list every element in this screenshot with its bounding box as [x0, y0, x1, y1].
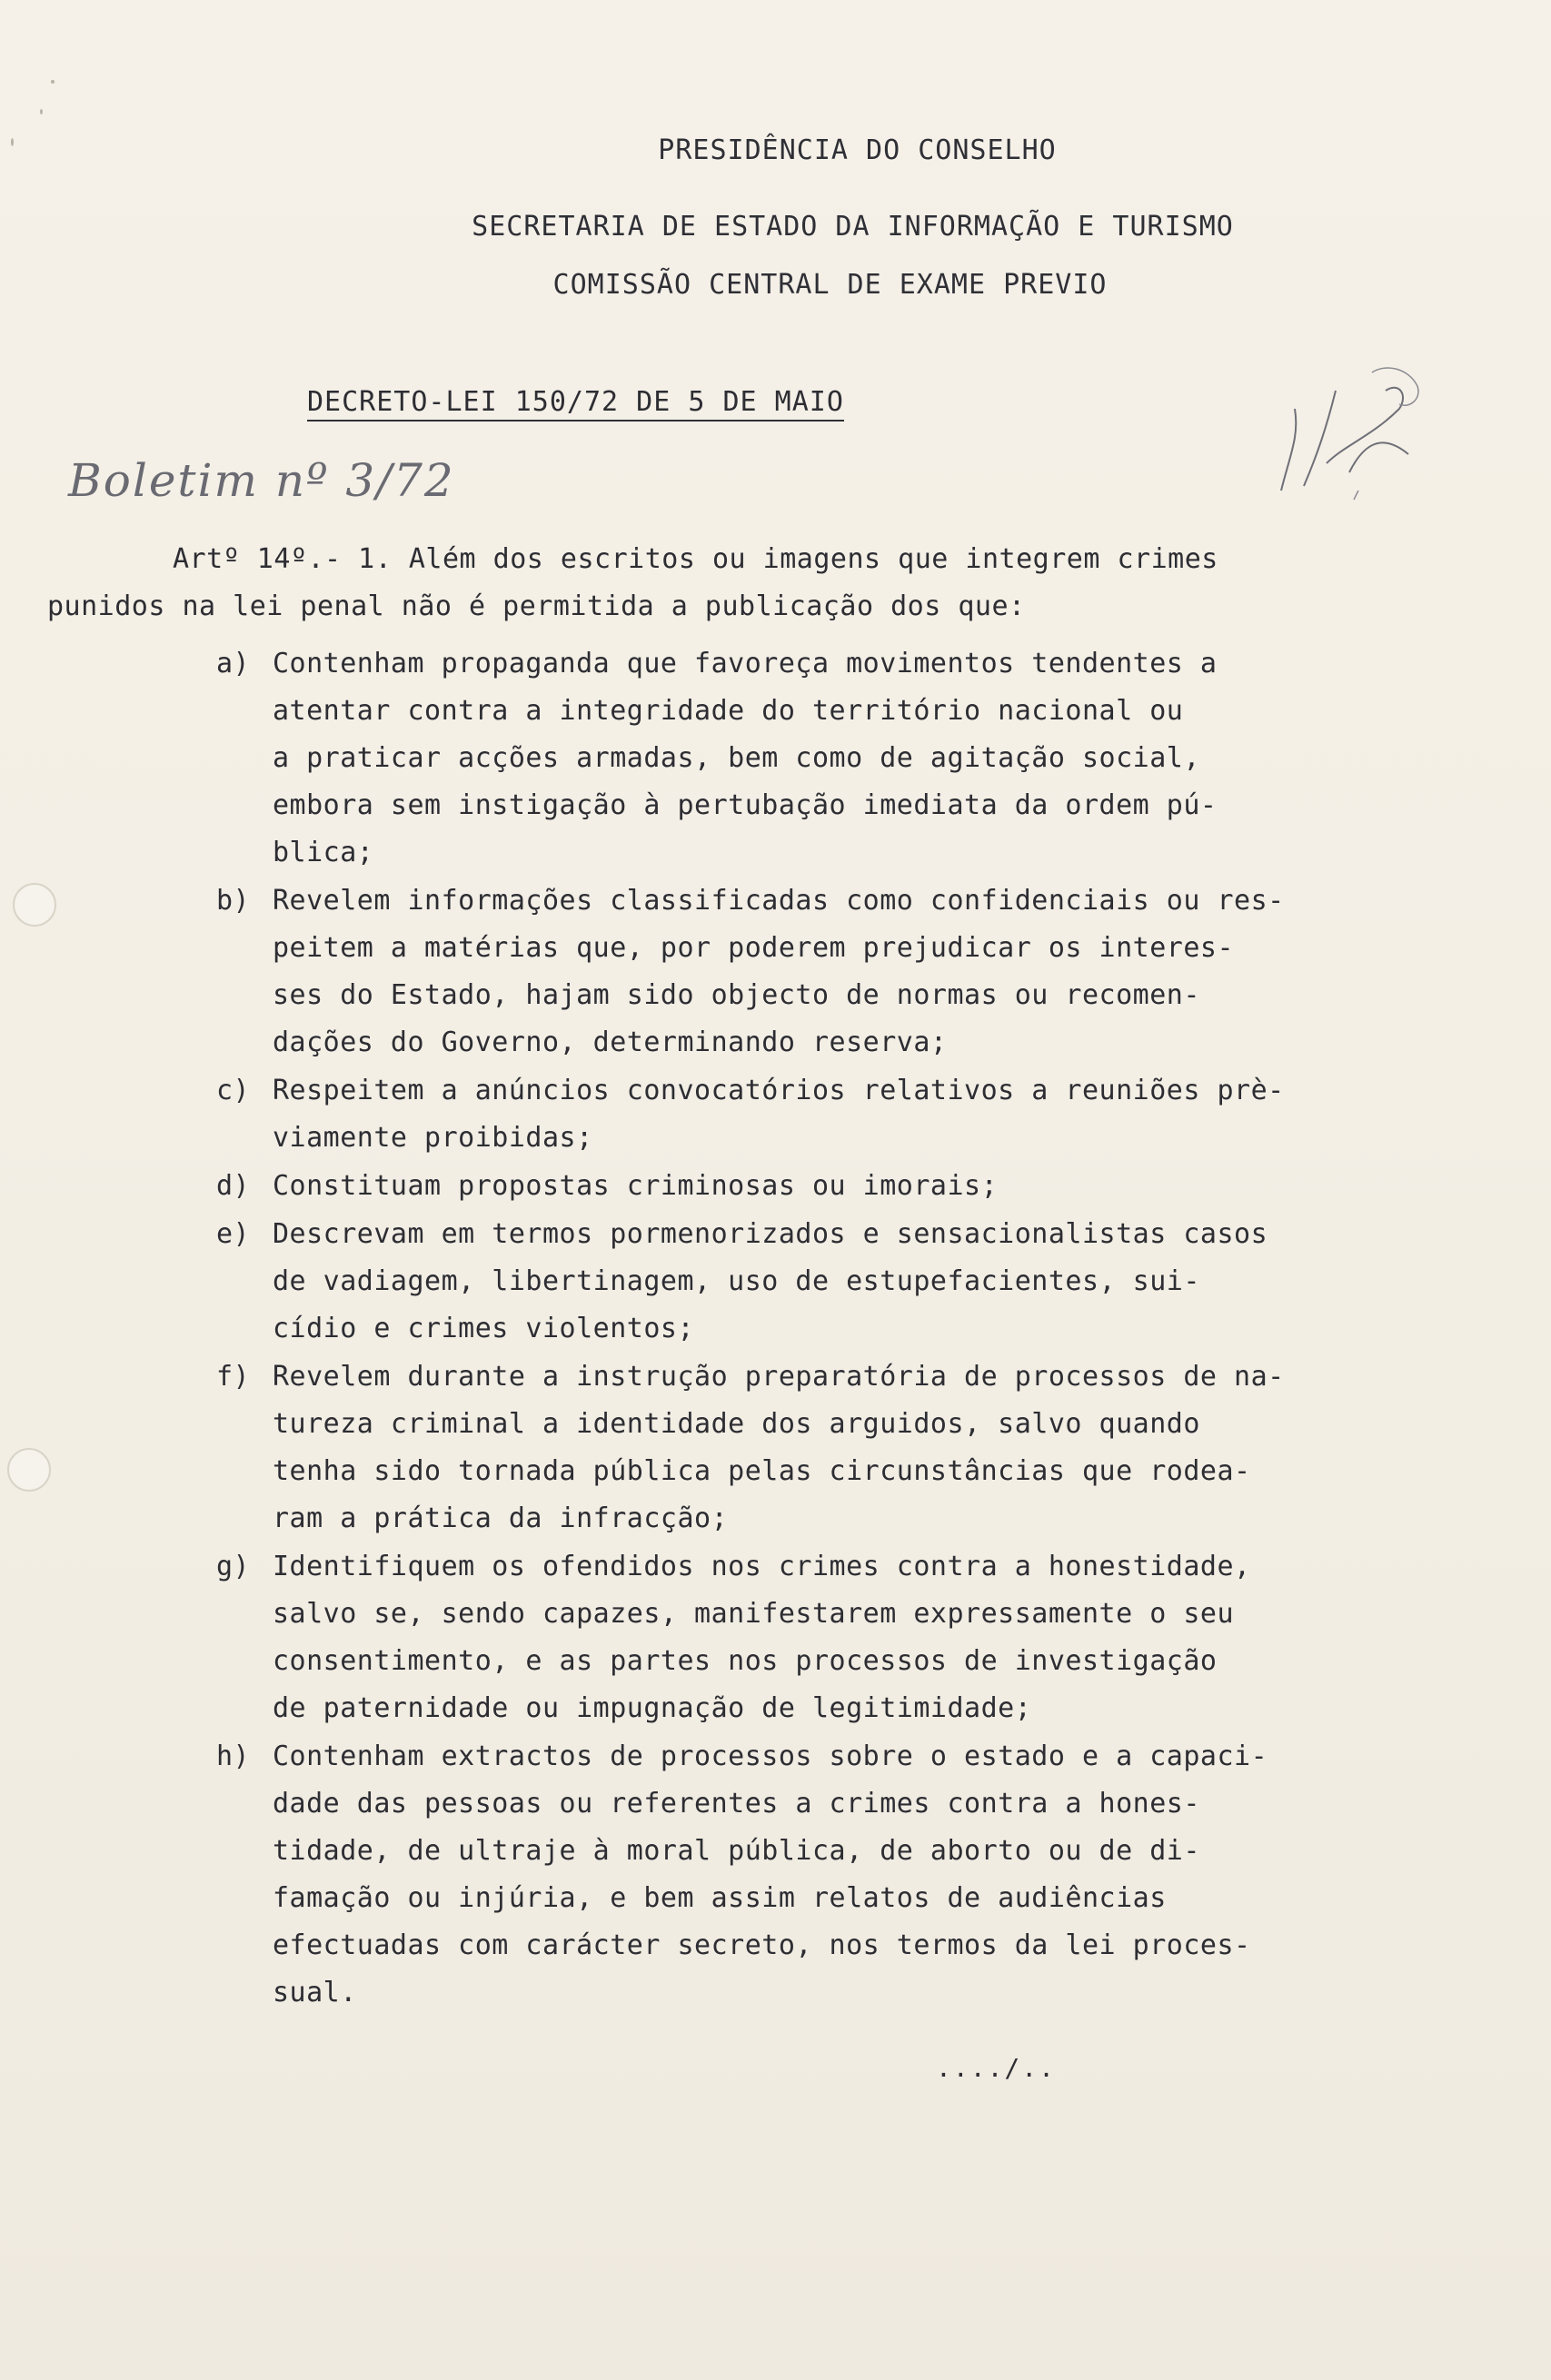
item-text: Contenham extractos de processos sobre o estado e a capaci- dade das pessoas ou referentes a crimes contra a hones- tidade, de ultraje à moral pública, de aborto ou de di- famação ou injúria, e bem assim relatos de audiências efectuadas com carácter secreto, nos termos da lei proces- sual.: [273, 1740, 1268, 2008]
item-label: b): [216, 885, 251, 917]
header-line-2: SECRETARIA DE ESTADO DA INFORMAÇÃO E TURISMO: [472, 211, 1234, 243]
list-item: [216, 1067, 1425, 1162]
item-text: Revelem informações classificadas como confidenciais ou res- peitem a matérias que, por poderem prejudicar os interes- ses do Estado, hajam sido objecto de normas ou recomen- dações do Governo, determinando reserva;: [273, 885, 1285, 1058]
punch-hole: [13, 883, 56, 927]
list-item: [216, 1733, 1425, 2017]
item-label: h): [216, 1740, 251, 1772]
list-item: [216, 1211, 1425, 1353]
item-text: Respeitem a anúncios convocatórios relativos a reuniões prè- viamente proibidas;: [273, 1075, 1285, 1154]
item-label: f): [216, 1361, 251, 1393]
list-item: [216, 878, 1425, 1066]
article-intro-line: Artº 14º.- 1. Além dos escritos ou imagens que integrem crimes: [173, 543, 1218, 575]
article-items-list: [216, 640, 1425, 2018]
paper-speck: [51, 80, 55, 84]
header-line-3: COMISSÃO CENTRAL DE EXAME PREVIO: [552, 269, 1108, 301]
list-item: [216, 640, 1425, 877]
item-label: g): [216, 1551, 251, 1582]
handwritten-note: Boletim nº 3/72: [68, 454, 455, 507]
item-label: e): [216, 1218, 251, 1250]
item-text: Identifiquem os ofendidos nos crimes contra a honestidade, salvo se, sendo capazes, manifestarem expressamente o seu consentimento, e as partes nos processos de investigação de paternidade ou impugnação de legitimidade;: [273, 1551, 1251, 1724]
header-line-1: PRESIDÊNCIA DO CONSELHO: [658, 134, 1057, 166]
item-text: Descrevam em termos pormenorizados e sensacionalistas casos de vadiagem, libertinagem, uso de estupefacientes, sui- cídio e crimes violentos;: [273, 1218, 1268, 1344]
article-intro-continuation: punidos na lei penal não é permitida a publicação dos que:: [47, 590, 1026, 622]
continuation-mark: ..../..: [936, 2053, 1057, 2083]
handwritten-initials-mark: [1263, 354, 1445, 509]
item-label: c): [216, 1075, 251, 1106]
item-text: Revelem durante a instrução preparatória de processos de na- tureza criminal a identidade dos arguidos, salvo quando tenha sido tornada pública pelas circunstâncias que rodea- ram a prática da infracção;: [273, 1361, 1285, 1534]
list-item: [216, 1543, 1425, 1732]
list-item: [216, 1354, 1425, 1542]
paper-speck: [11, 138, 14, 146]
punch-hole: [7, 1448, 51, 1492]
item-text: Contenham propaganda que favoreça movimentos tendentes a atentar contra a integridade do território nacional ou a praticar acções armadas, bem como de agitação social, embora sem instigação à pertubação imediata da ordem pú- blica;: [273, 648, 1218, 868]
article-14-intro: [47, 536, 1363, 630]
item-label: d): [216, 1170, 251, 1202]
item-text: Constituam propostas criminosas ou imorais;: [273, 1170, 999, 1202]
decree-title: DECRETO-LEI 150/72 DE 5 DE MAIO: [307, 386, 844, 421]
list-item: [216, 1163, 1425, 1210]
item-label: a): [216, 648, 251, 679]
paper-speck: [40, 109, 43, 114]
